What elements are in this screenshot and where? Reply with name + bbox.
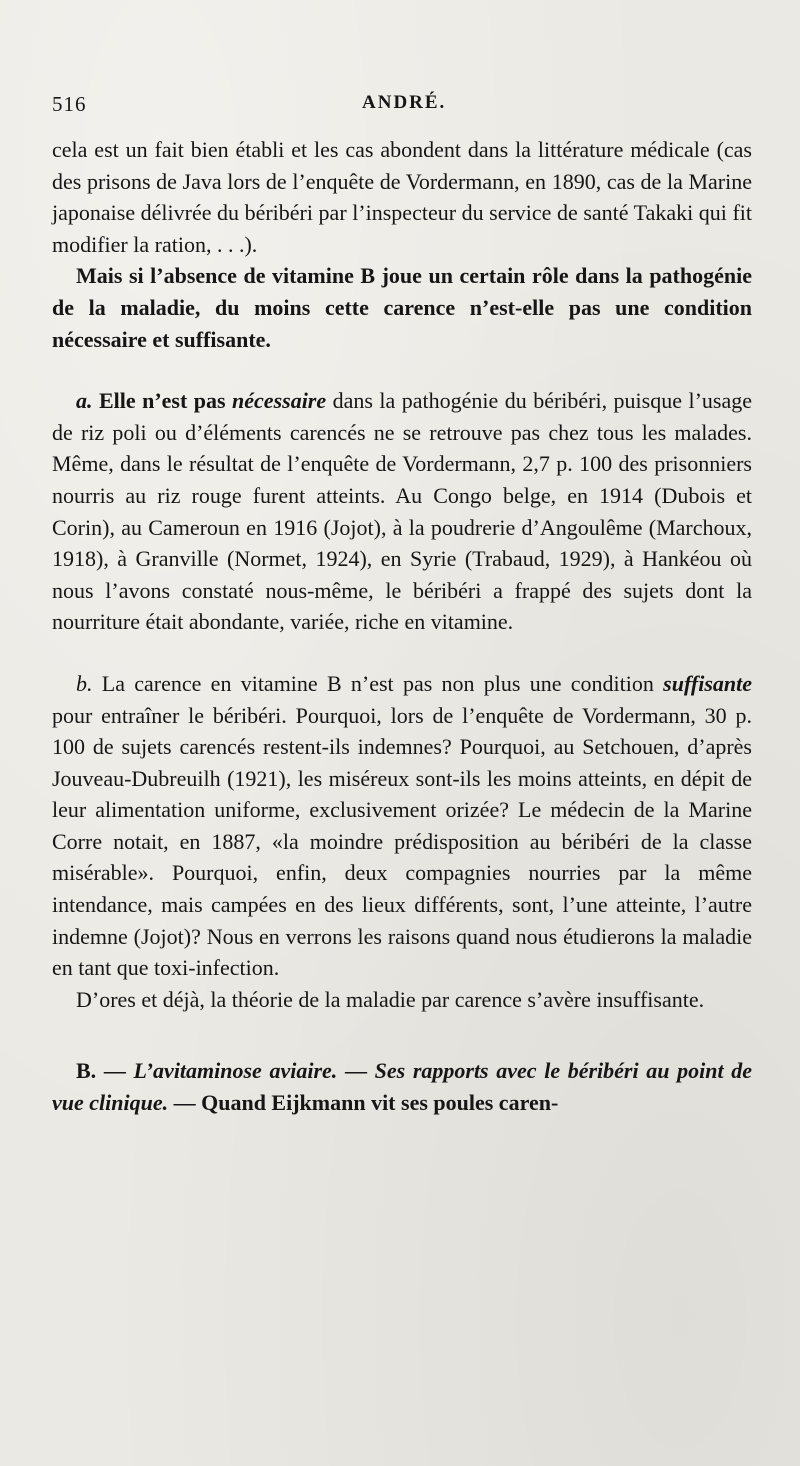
section-title: L’avitaminose aviaire. [133,1058,338,1084]
section-text: Quand Eijkmann vit ses poules caren- [201,1090,559,1116]
section-dash-3: — [173,1090,196,1116]
paragraph-5: D’ores et déjà, la théorie de la maladie par carence s’avère insuffisante. [76,986,705,1012]
paragraph-3-emphasis: nécessaire [232,388,327,414]
item-letter-a: a. [76,388,93,414]
item-letter-b: b. [76,670,93,696]
paragraph-4-lead: La carence en vitamine B n’est pas non plus une condition [101,670,654,696]
section-subtitle: Ses rapports avec le béribéri au point de vue clinique. [52,1058,753,1116]
running-head: ANDRÉ. [362,92,447,113]
paragraph-3-lead: Elle n’est pas [98,388,226,414]
page-number: 516 [52,92,87,116]
paragraph-4-sufficient [52,668,752,984]
section-dash-1: — [103,1058,126,1084]
page-header [52,92,752,118]
section-dash-2: — [344,1058,367,1084]
paragraph-4-emphasis: suffisante [663,670,753,696]
paragraph-3-text: dans la pathogénie du béribéri, puisque l’usage de riz poli ou d’éléments carencés ne se retrouve pas chez tous les malades. Même, dans le résultat de l’enquête de Vordermann, 2,7 p. 100 des prisonniers nourris au riz rouge furent atteints. Au Congo belge, en 1914 (Dubois et Corin), au Cameroun en 1916 (Jojot), à la poudrerie d’Angoulême (Marchoux, 1918), à Granville (Normet, 1924), en Syrie (Trabaud, 1929), à Hankéou où nous l’avons constaté nous-même, le béribéri a frappé des sujets dont la nourriture était abondante, variée, riche en vitamine. [52,388,752,635]
body-text [52,134,752,1119]
paragraph-3-necessary [52,385,752,638]
paragraph-4-text: pour entraîner le béribéri. Pourquoi, lors de l’enquête de Vordermann, 30 p. 100 de sujets carencés restent-ils indemnes? Pourquoi, au Setchouen, d’après Jouveau-Dubreuilh (1921), les miséreux sont-ils les moins atteints, en dépit de leur alimentation uniforme, exclusivement orizée? Le médecin de la Marine Corre notait, en 1887, «la moindre prédisposition au béribéri de la classe misérable». Pourquoi, enfin, deux compagnies nourries par la même intendance, mais campées en des lieux différents, sont, l’une atteinte, l’autre indemne (Jojot)? Nous en verrons les raisons quand nous étudierons la maladie en tant que toxi-infection. [52,702,752,981]
section-letter: B. [76,1058,97,1084]
paragraph-1: cela est un fait bien établi et les cas abondent dans la littérature médicale (cas des prisons de Java lors de l’enquête de Vordermann, en 1890, cas de la Marine japonaise délivrée du béribéri par l’inspecteur du service de santé Takaki qui fit modifier la ration, . . .). [52,137,752,257]
section-b-heading [52,1055,752,1118]
paragraph-2: Mais si l’absence de vitamine B joue un certain rôle dans la pathogénie de la maladie, du moins cette carence n’est-elle pas une condition nécessaire et suffisante. [52,263,752,352]
